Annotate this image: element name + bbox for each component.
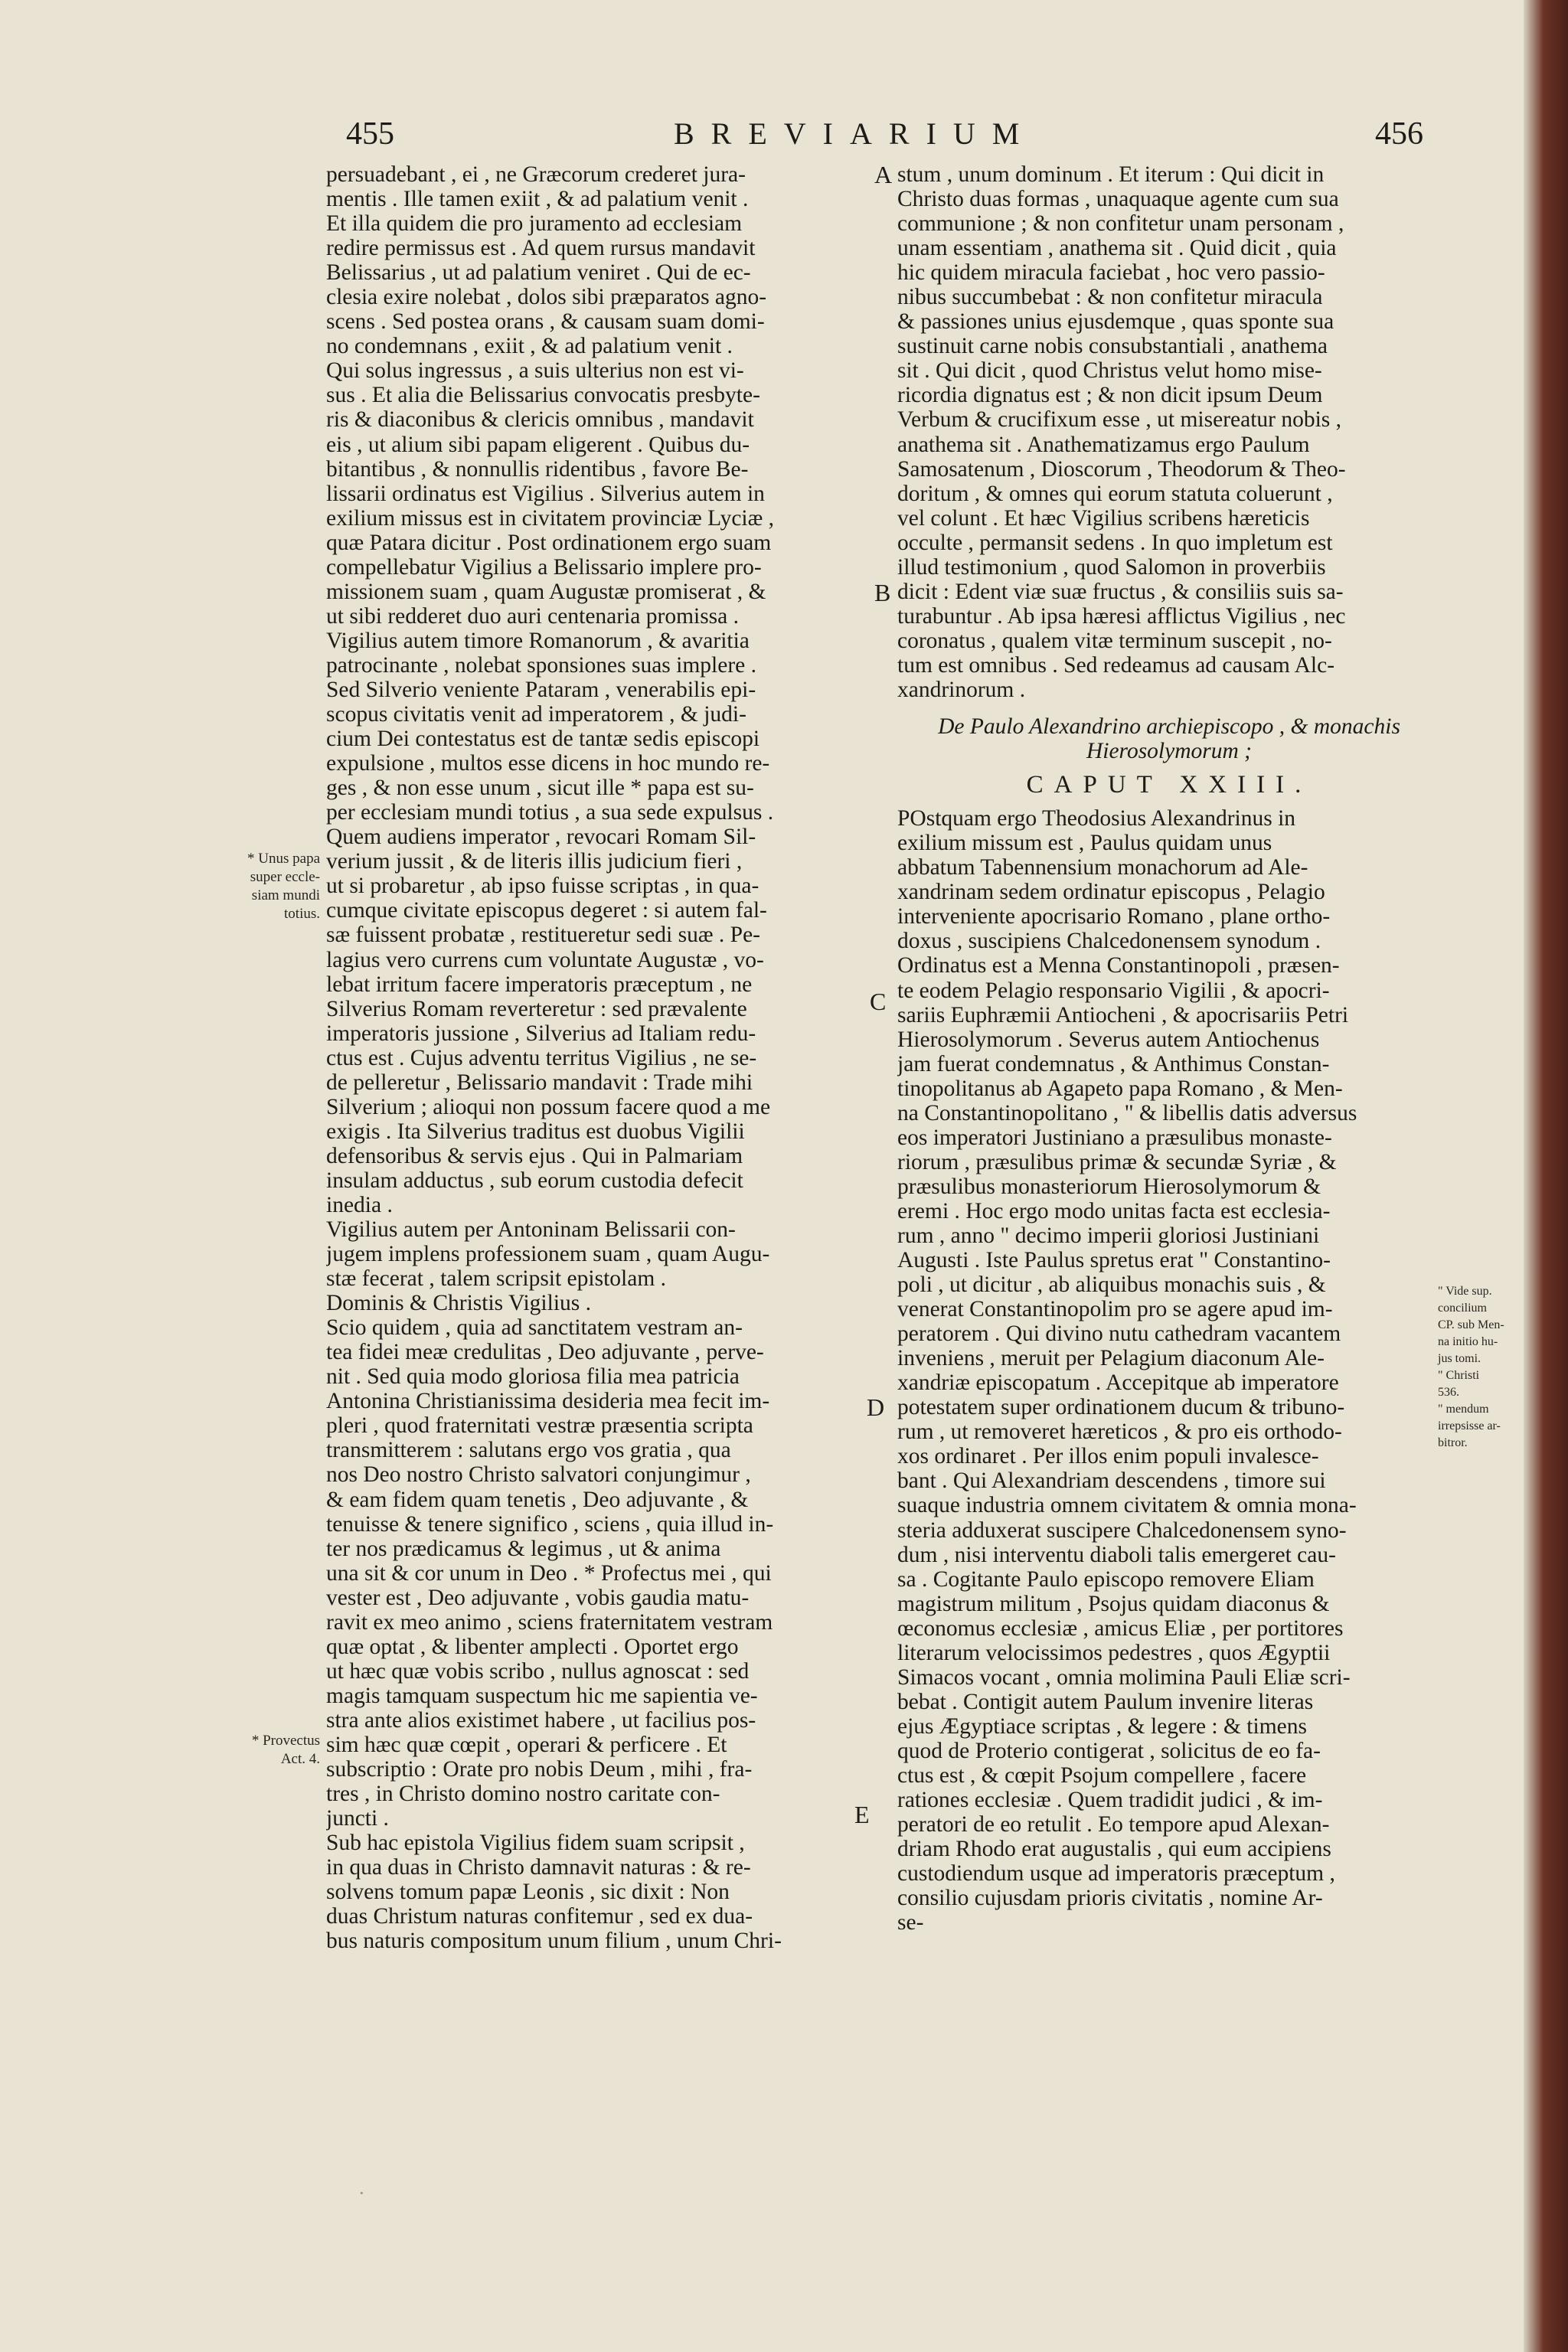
text-line: stra ante alios existimet habere , ut facilius pos- bbox=[326, 1707, 756, 1733]
text-line: ter nos prædicamus & legimus , ut & anima bbox=[326, 1536, 721, 1561]
right-column bbox=[897, 162, 1441, 2230]
text-line: quæ Patara dicitur . Post ordinationem ergo suam bbox=[326, 530, 772, 555]
text-line: illud testimonium , quod Salomon in proverbiis bbox=[897, 554, 1326, 580]
text-line: unam essentiam , anathema sit . Quid dicit , quia bbox=[897, 236, 1337, 261]
text-line: verium jussit , & de literis illis judicium fieri , bbox=[326, 849, 743, 874]
bottom-mark: · bbox=[358, 2182, 365, 2204]
text-line: magistrum militum , Psojus quidam diaconus & bbox=[897, 1591, 1330, 1616]
text-line: sæ fuissent probatæ , restitueretur sedi suæ . Pe- bbox=[326, 923, 760, 948]
text-line: ut si probaretur , ab ipso fuisse scriptas , in qua- bbox=[326, 874, 760, 899]
text-line: Christo duas formas , unaquaque agente cum sua bbox=[897, 187, 1339, 212]
text-line: communione ; & non confitetur unam personam , bbox=[897, 211, 1344, 237]
text-line: no condemnans , exiit , & ad palatium venit . bbox=[326, 334, 733, 359]
text-line: Vigilius autem per Antoninam Belissarii con- bbox=[326, 1217, 736, 1243]
text-line: & passiones unius ejusdemque , quas sponte sua bbox=[897, 309, 1334, 335]
text-line: nos Deo nostro Christo salvatori conjungimur , bbox=[326, 1462, 751, 1488]
text-line: sa . Cogitante Paulo episcopo removere Eliam bbox=[897, 1566, 1315, 1592]
text-line: ges , & non esse unum , sicut ille * papa est su- bbox=[326, 776, 754, 801]
section-letter-a: A bbox=[874, 161, 893, 188]
text-line: de pelleretur , Belissario mandavit : Trade mihi bbox=[326, 1070, 753, 1095]
text-line: coronatus , qualem vitæ terminum suscepit , no- bbox=[897, 628, 1332, 653]
margin-note-right-1: " Vide sup. concilium CP. sub Men- na initio hu- jus tomi. " Christi 536. " mendum irrepsisse ar- bitror. bbox=[1438, 1285, 1504, 1449]
text-line: abbatum Tabennensium monachorum ad Ale- bbox=[897, 855, 1308, 880]
text-line: anathema sit . Anathematizamus ergo Paulum bbox=[897, 432, 1310, 457]
text-line: Sub hac epistola Vigilius fidem suam scripsit , bbox=[326, 1831, 745, 1856]
text-line: custodiendum usque ad imperatoris præceptum , bbox=[897, 1861, 1335, 1886]
text-line: in qua duas in Christo damnavit naturas : & re- bbox=[326, 1855, 751, 1880]
text-line: occulte , permansit sedens . In quo impletum est bbox=[897, 530, 1333, 555]
text-line: œconomus ecclesiæ , amicus Eliæ , per portitores bbox=[897, 1615, 1344, 1641]
text-line: tinopolitanus ab Agapeto papa Romano , & Men- bbox=[897, 1076, 1343, 1101]
text-line: sim hæc quæ cœpit , operari & perficere . Et bbox=[326, 1733, 727, 1757]
text-line: rum , anno " decimo imperii gloriosi Justiniani bbox=[897, 1223, 1320, 1248]
text-line: Hierosolymorum . Severus autem Antiochenus bbox=[897, 1027, 1320, 1052]
text-line: hic quidem miracula faciebat , hoc vero passio- bbox=[897, 260, 1325, 286]
text-line: suaque industria omnem civitatem & omnia mona- bbox=[897, 1493, 1357, 1518]
text-line: bebat . Contigit autem Paulum invenire literas bbox=[897, 1689, 1314, 1714]
text-line: eremi . Hoc ergo modo unitas facta est ecclesia- bbox=[897, 1198, 1331, 1223]
text-line: præsulibus monasteriorum Hierosolymorum & bbox=[897, 1174, 1321, 1199]
text-line: ricordia dignatus est ; & non dicit ipsum Deum bbox=[897, 383, 1323, 408]
text-line: Hierosolymorum ; bbox=[1086, 739, 1253, 764]
text-line: pleri , quod fraternitati vestræ præsentia scripta bbox=[326, 1413, 753, 1439]
text-line: bitantibus , & nonnullis ridentibus , favore Be- bbox=[326, 456, 749, 482]
text-line: cumque civitate episcopus degeret : si autem fal- bbox=[326, 898, 767, 923]
text-line: Qui solus ingressus , a suis ulterius non est vi- bbox=[326, 358, 744, 384]
text-line: jam fuerat condemnatus , & Anthimus Constan- bbox=[897, 1051, 1330, 1076]
text-line: quod de Proterio contigerat , solicitus de eo fa- bbox=[897, 1738, 1321, 1763]
text-line: Silverius Romam reverteretur : sed prævalente bbox=[326, 996, 747, 1021]
text-line: clesia exire nolebat , dolos sibi præparatos agno- bbox=[326, 285, 767, 310]
text-line: transmitterem : salutans ergo vos gratia , qua bbox=[326, 1438, 731, 1463]
text-line: Simacos vocant , omnia molimina Pauli Eliæ scri- bbox=[897, 1664, 1351, 1690]
text-line: Scio quidem , quia ad sanctitatem vestram an- bbox=[326, 1315, 743, 1341]
text-line: sus . Et alia die Belissarius convocatis presbyte- bbox=[326, 383, 760, 408]
text-line: dicit : Edent viæ suæ fructus , & consiliis suis sa- bbox=[897, 579, 1344, 604]
text-line: per ecclesiam mundi totius , a sua sede expulsus . bbox=[326, 800, 774, 825]
right-column-bottom-text bbox=[897, 806, 1441, 1935]
text-line: Verbum & crucifixum esse , ut misereatur nobis , bbox=[897, 407, 1342, 433]
text-line: duas Christum naturas confitemur , sed ex dua- bbox=[326, 1904, 753, 1929]
text-line: De Paulo Alexandrino archiepiscopo , & monachis bbox=[938, 714, 1400, 740]
text-line: lagius vero currens cum voluntate Augustæ , vo- bbox=[326, 947, 764, 972]
text-line: peratorem . Qui divino nutu cathedram vacantem bbox=[897, 1321, 1341, 1347]
book-edge bbox=[1524, 0, 1568, 2352]
text-line: Ordinatus est a Menna Constantinopoli , præsen- bbox=[897, 953, 1340, 978]
text-line: stæ fecerat , talem scripsit epistolam . bbox=[326, 1266, 667, 1292]
text-line: xandriæ episcopatum . Accepitque ab imperatore bbox=[897, 1370, 1339, 1396]
text-line: ctus est . Cujus adventu territus Vigilius , ne se- bbox=[326, 1045, 757, 1070]
text-line: redire permissus est . Ad quem rursus mandavit bbox=[326, 236, 756, 261]
text-line: venerat Constantinopolim pro se agere apud im- bbox=[897, 1297, 1333, 1322]
text-line: ut sibi redderet duo auri centenaria promissa . bbox=[326, 603, 740, 629]
page-number-right: 456 bbox=[1375, 116, 1423, 152]
text-line: eis , ut alium sibi papam eligerent . Quibus du- bbox=[326, 432, 750, 457]
text-line: nit . Sed quia modo gloriosa filia mea patricia bbox=[326, 1364, 740, 1390]
text-line: xos ordinaret . Per illos enim populi invalesce- bbox=[897, 1444, 1319, 1469]
text-line: expulsione , multos esse dicens in hoc mundo re- bbox=[326, 751, 770, 776]
text-line: solvens tomum papæ Leonis , sic dixit : Non bbox=[326, 1880, 730, 1905]
chapter-heading bbox=[897, 714, 1441, 763]
text-line: lebat irritum facere imperatoris præceptum , ne bbox=[326, 972, 753, 997]
text-line: dum , nisi interventu diaboli talis emergeret cau- bbox=[897, 1542, 1336, 1567]
text-line: patrocinante , nolebat sponsiones suas implere . bbox=[326, 652, 756, 678]
text-line: Quem audiens imperator , revocari Romam Sil- bbox=[326, 825, 756, 850]
text-line: literarum velocissimos pedestres , quos Ægyptii bbox=[897, 1640, 1331, 1665]
text-line: peratori de eo retulit . Eo tempore apud Alexan- bbox=[897, 1812, 1330, 1838]
text-line: Et illa quidem die pro juramento ad ecclesiam bbox=[326, 211, 743, 237]
text-line: interveniente apocrisario Romano , plane ortho- bbox=[897, 904, 1331, 929]
text-line: exilium missus est in civitatem provinciæ Lyciæ , bbox=[326, 505, 775, 531]
chapter-title: CAPUT XXIII. bbox=[1026, 771, 1312, 799]
section-letter-d: D bbox=[867, 1393, 885, 1421]
text-line: quæ optat , & libenter amplecti . Oportet ergo bbox=[326, 1634, 739, 1659]
text-line: ctus est , & cœpit Psojum compellere , facere bbox=[897, 1763, 1307, 1788]
section-letter-c: C bbox=[870, 988, 887, 1015]
text-line: Dominis & Christis Vigilius . bbox=[326, 1291, 592, 1316]
text-line: Antonina Christianissima desideria mea fecit im- bbox=[326, 1389, 770, 1414]
text-line: potestatem super ordinationem ducum & tribuno- bbox=[897, 1395, 1345, 1420]
text-line: scens . Sed postea orans , & causam suam domi- bbox=[326, 309, 765, 335]
text-line: steria adduxerat suscipere Chalcedonensem syno- bbox=[897, 1517, 1347, 1543]
text-line: xandrinam sedem ordinatur episcopus , Pelagio bbox=[897, 880, 1325, 905]
text-line: tum est omnibus . Sed redeamus ad causam Alc- bbox=[897, 652, 1335, 678]
text-line: tenuisse & tenere significo , sciens , quia illud in- bbox=[326, 1511, 774, 1537]
text-line: inedia . bbox=[326, 1192, 393, 1217]
text-line: sariis Euphræmii Antiocheni , & apocrisariis Petri bbox=[897, 1002, 1349, 1027]
margin-note-left-1: * Unus papa super eccle- siam mundi totius. bbox=[247, 851, 320, 922]
section-letter-b: B bbox=[874, 579, 891, 606]
text-line: magis tamquam suspectum hic me sapientia ve- bbox=[326, 1683, 758, 1708]
text-line: doritum , & omnes qui eorum statuta coluerunt , bbox=[897, 481, 1333, 506]
text-line: stum , unum dominum . Et iterum : Qui dicit in bbox=[897, 162, 1325, 187]
text-line: Vigilius autem timore Romanorum , & avaritia bbox=[326, 628, 750, 653]
text-line: juncti . bbox=[326, 1806, 389, 1831]
text-line: vel colunt . Et hæc Vigilius scribens hæreticis bbox=[897, 505, 1310, 531]
text-line: persuadebant , ei , ne Græcorum crederet jura- bbox=[326, 162, 746, 187]
text-line: se- bbox=[897, 1910, 924, 1936]
running-title: BREVIARIUM bbox=[674, 116, 1037, 151]
text-line: exigis . Ita Silverius traditus est duobus Vigilii bbox=[326, 1119, 745, 1144]
text-line: Silverium ; alioqui non possum facere quod a me bbox=[326, 1094, 771, 1119]
text-line: cium Dei contestatus est de tantæ sedis episcopi bbox=[326, 727, 760, 752]
text-line: & eam fidem quam tenetis , Deo adjuvante , & bbox=[326, 1487, 749, 1512]
text-line: driam Rhodo erat augustalis , qui eum accipiens bbox=[897, 1837, 1331, 1862]
text-line: doxus , suscipiens Chalcedonensem synodum . bbox=[897, 929, 1321, 954]
text-line: te eodem Pelagio responsario Vigilii , & apocri- bbox=[897, 978, 1330, 1003]
text-line: lissarii ordinatus est Vigilius . Silverius autem in bbox=[326, 481, 765, 506]
text-line: bant . Qui Alexandriam descendens , timore sui bbox=[897, 1468, 1326, 1494]
text-line: insulam adductus , sub eorum custodia defecit bbox=[326, 1168, 743, 1193]
text-line: inveniens , meruit per Pelagium diaconum Ale- bbox=[897, 1346, 1325, 1371]
text-line: ejus Ægyptiace scriptas , & legere : & timens bbox=[897, 1713, 1307, 1739]
text-line: defensoribus & servis ejus . Qui in Palmariam bbox=[326, 1143, 743, 1168]
margin-note-left-2: * Provectus Act. 4. bbox=[251, 1733, 320, 1767]
text-line: Belissarius , ut ad palatium veniret . Qui de ec- bbox=[326, 260, 751, 286]
text-line: Sed Silverio veniente Pataram , venerabilis epi- bbox=[326, 677, 756, 702]
text-line: turabuntur . Ab ipsa hæresi afflictus Vigilius , nec bbox=[897, 603, 1346, 629]
text-line: POstquam ergo Theodosius Alexandrinus in bbox=[897, 806, 1296, 831]
text-line: tres , in Christo domino nostro caritate con- bbox=[326, 1782, 720, 1807]
text-line: ravit ex meo animo , sciens fraternitatem vestram bbox=[326, 1609, 773, 1635]
page-number-left: 455 bbox=[346, 116, 394, 152]
text-line: vester est , Deo adjuvante , vobis gaudia matu- bbox=[326, 1585, 750, 1610]
text-line: riorum , præsulibus primæ & secundæ Syriæ , & bbox=[897, 1149, 1337, 1174]
text-line: una sit & cor unum in Deo . * Profectus mei , qui bbox=[326, 1560, 772, 1586]
text-line: jugem implens professionem suam , quam Augu- bbox=[326, 1242, 770, 1267]
text-line: imperatoris jussione , Silverius ad Italiam redu- bbox=[326, 1021, 756, 1046]
text-line: rum , ut removeret hæreticos , & pro eis orthodo- bbox=[897, 1419, 1342, 1445]
text-line: ut hæc quæ vobis scribo , nullus agnoscat : sed bbox=[326, 1658, 750, 1684]
right-column-top-text bbox=[897, 162, 1441, 702]
text-line: mentis . Ille tamen exiit , & ad palatium venit . bbox=[326, 187, 749, 212]
text-line: sustinuit carne nobis consubstantiali , anathema bbox=[897, 334, 1328, 359]
text-line: rationes ecclesiæ . Quem tradidit judici , & im- bbox=[897, 1788, 1323, 1813]
text-line: consilio cujusdam prioris civitatis , nomine Ar- bbox=[897, 1886, 1323, 1911]
text-line: missionem suam , quam Augustæ promiserat , & bbox=[326, 579, 766, 604]
text-line: poli , ut dicitur , ab aliquibus monachis suis , & bbox=[897, 1272, 1326, 1298]
text-line: Samosatenum , Dioscorum , Theodorum & Theo- bbox=[897, 456, 1346, 482]
text-line: scopus civitatis venit ad imperatorem , & judi- bbox=[326, 702, 746, 727]
text-line: ris & diaconibus & clericis omnibus , mandavit bbox=[326, 407, 754, 433]
text-line: compellebatur Vigilius a Belissario implere pro- bbox=[326, 554, 762, 580]
text-line: subscriptio : Orate pro nobis Deum , mihi , fra- bbox=[326, 1757, 753, 1782]
text-line: sit . Qui dicit , quod Christus velut homo mise- bbox=[897, 358, 1322, 384]
section-letter-e: E bbox=[854, 1801, 870, 1828]
text-line: eos imperatori Justiniano a præsulibus monaste- bbox=[897, 1125, 1332, 1150]
text-line: na Constantinopolitano , " & libellis datis adversus bbox=[897, 1100, 1357, 1125]
left-column bbox=[326, 162, 845, 2184]
text-line: nibus succumbebat : & non confitetur miracula bbox=[897, 285, 1323, 310]
text-line: bus naturis compositum unum filium , unum Chri- bbox=[326, 1929, 782, 1954]
text-line: tea fidei meæ credulitas , Deo adjuvante , perve- bbox=[326, 1340, 764, 1365]
text-line: Augusti . Iste Paulus spretus erat " Constantino- bbox=[897, 1248, 1331, 1273]
text-line: exilium missum est , Paulus quidam unus bbox=[897, 831, 1272, 856]
text-line: xandrinorum . bbox=[897, 677, 1026, 702]
